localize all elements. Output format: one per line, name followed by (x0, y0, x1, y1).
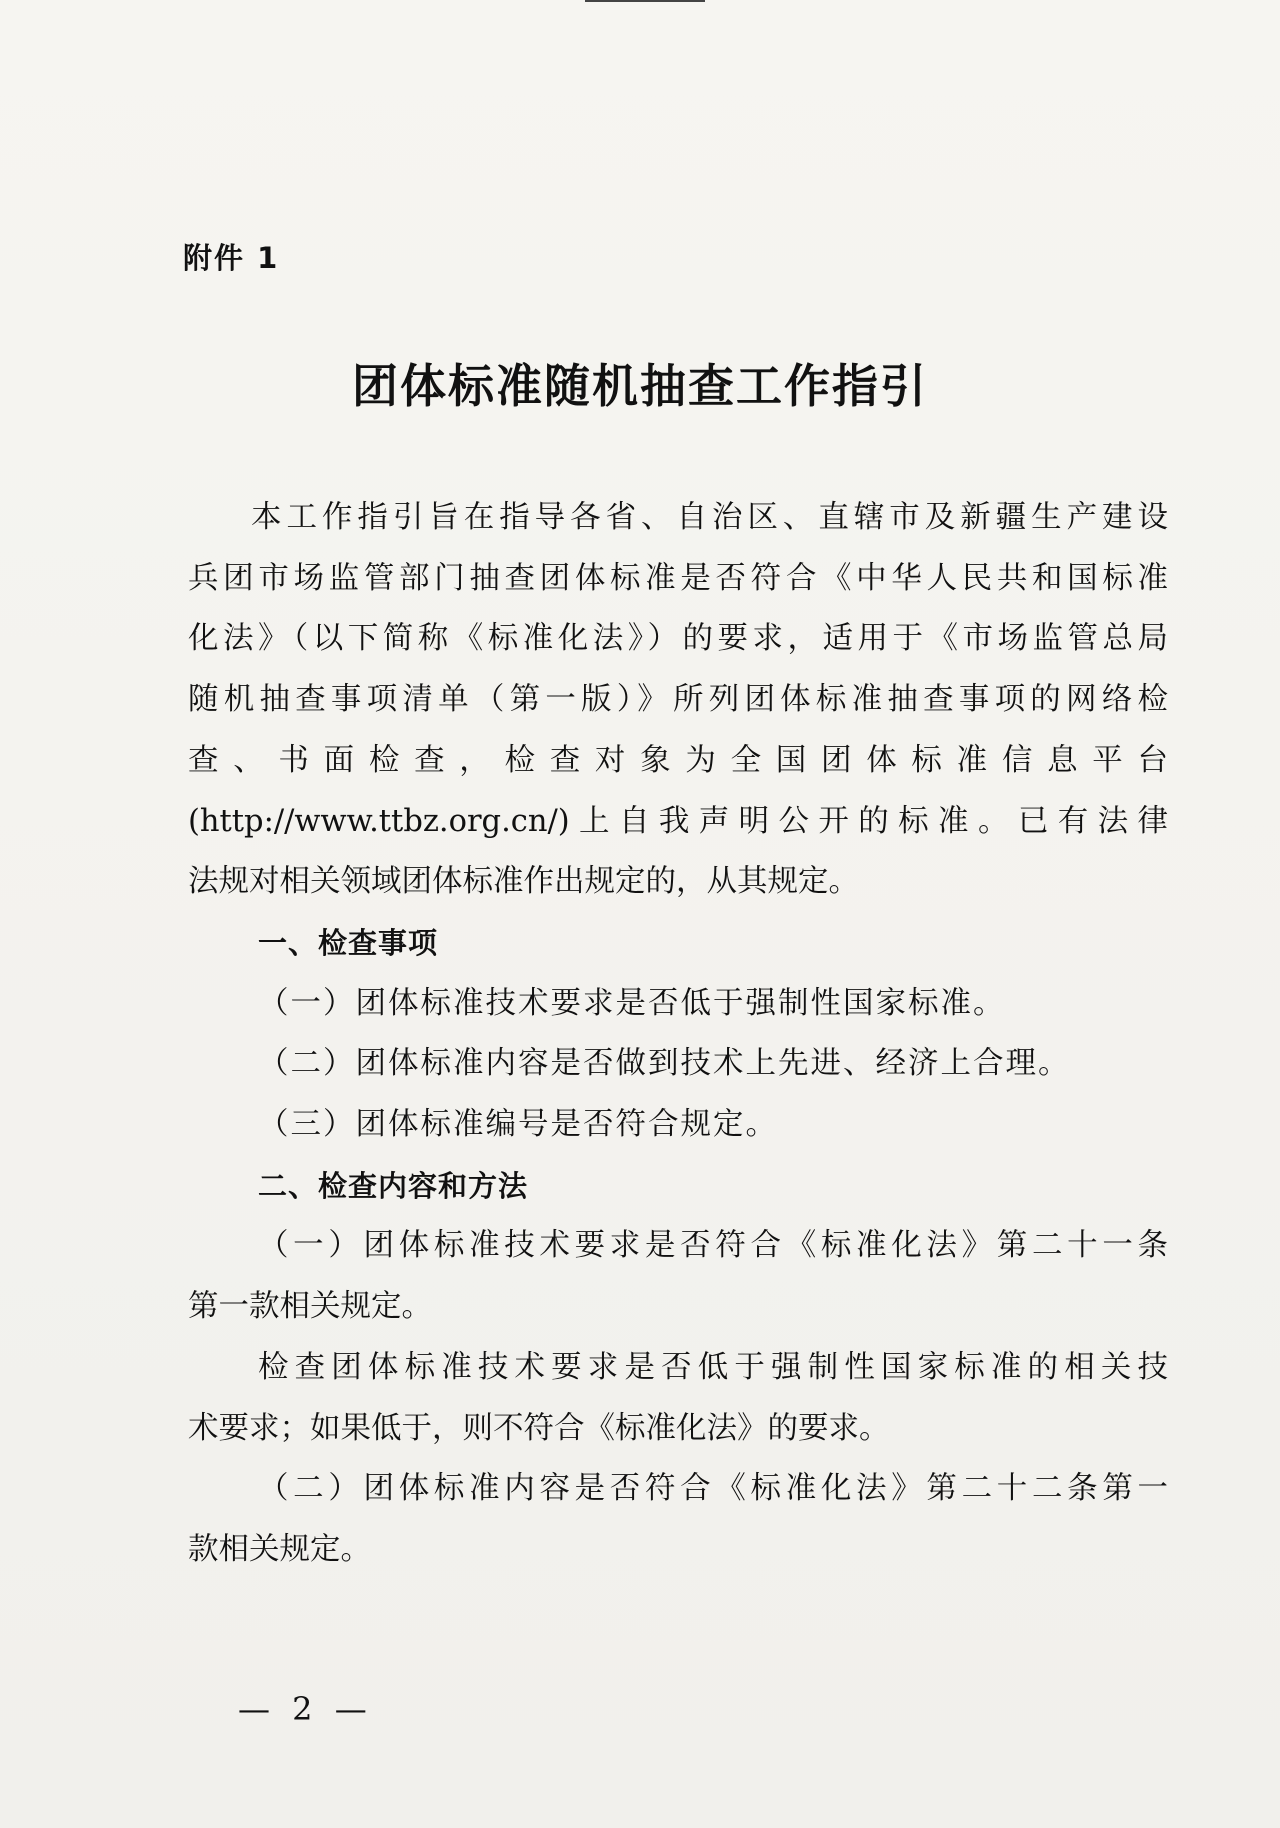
intro-line: (http://www.ttbz.org.cn/)上自我声明公开的标准。已有法律 (188, 803, 1168, 839)
document-body (188, 488, 1168, 1581)
section1-item: （一）团体标准技术要求是否低于强制性国家标准。 (258, 985, 1006, 1021)
section2-sub2 (188, 1459, 1168, 1580)
para-line: 检查团体标准技术要求是否低于强制性国家标准的相关技 (258, 1349, 1168, 1385)
section2-sub1 (188, 1216, 1168, 1337)
attachment-label: 附件 1 (183, 241, 280, 275)
sub1-line: （一）团体标准技术要求是否符合《标准化法》第二十一条 (258, 1228, 1168, 1264)
intro-line: 本工作指引旨在指导各省、自治区、直辖市及新疆生产建设 (251, 500, 1168, 535)
intro-line: 查、书面检查，检查对象为全国团体标准信息平台 (188, 742, 1168, 778)
para-line: 术要求；如果低于，则不符合《标准化法》的要求。 (188, 1410, 890, 1446)
top-rule (585, 0, 705, 2)
intro-line: 兵团市场监管部门抽查团体标准是否符合《中华人民共和国标准 (188, 560, 1168, 596)
section1-item: （二）团体标准内容是否做到技术上先进、经济上合理。 (258, 1046, 1071, 1082)
page-number: — 2 — (238, 1690, 373, 1728)
intro-line: 法规对相关领域团体标准作出规定的，从其规定。 (188, 864, 859, 900)
sub2-line: 款相关规定。 (188, 1531, 371, 1567)
sub2-line: （二）团体标准内容是否符合《标准化法》第二十二条第一 (258, 1471, 1168, 1507)
section1-heading: 一、检查事项 (258, 925, 439, 960)
section2-heading: 二、检查内容和方法 (258, 1168, 529, 1203)
intro-line: 随机抽查事项清单（第一版）》所列团体标准抽查事项的网络检 (188, 682, 1168, 718)
section2-paragraph (188, 1338, 1168, 1459)
document-title: 团体标准随机抽查工作指引 (352, 359, 928, 413)
sub1-line: 第一款相关规定。 (188, 1289, 432, 1325)
section1-item: （三）团体标准编号是否符合规定。 (258, 1107, 778, 1143)
intro-line: 化法》（以下简称《标准化法》）的要求，适用于《市场监管总局 (188, 621, 1168, 657)
intro-paragraph (188, 488, 1168, 913)
